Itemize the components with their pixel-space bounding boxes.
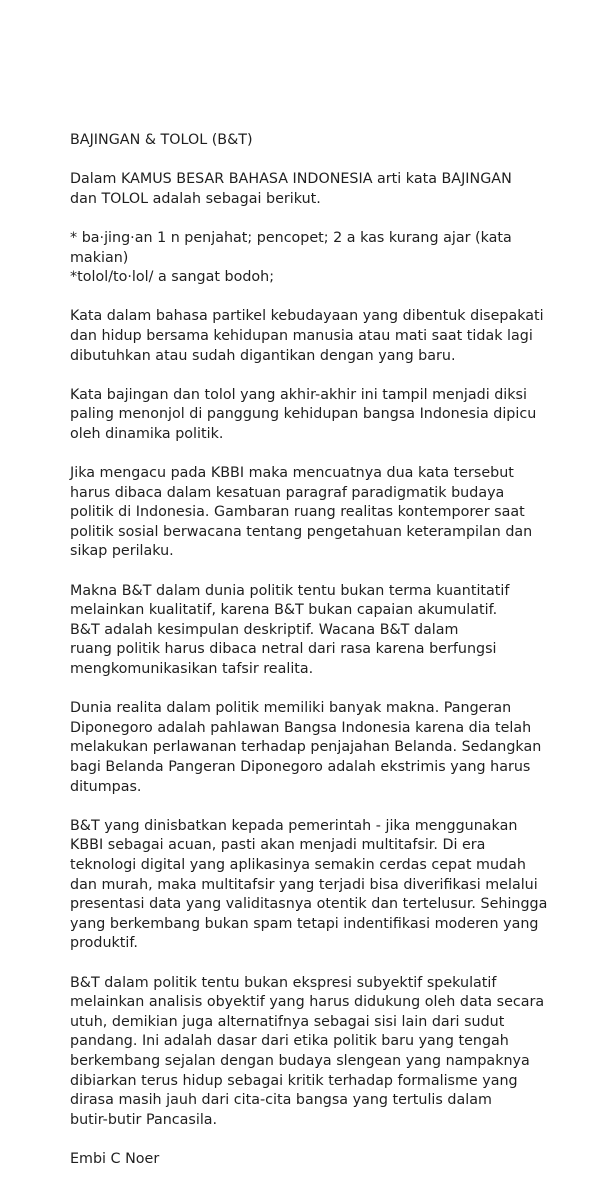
text-line: pandang. Ini adalah dasar dari etika politik baru yang tengah (70, 1033, 509, 1050)
text-line: butir-butir Pancasila. (70, 1111, 218, 1128)
text-line: Kata dalam bahasa partikel kebudayaan yang dibentuk disepakati (70, 308, 544, 325)
text-line: makian) (70, 249, 129, 266)
signature-block (70, 1150, 590, 1170)
text-line: yang berkembang bukan spam tetapi indentifikasi moderen yang (70, 915, 539, 932)
text-line: ruang politik harus dibaca netral dari rasa karena berfungsi (70, 641, 497, 658)
paragraph (70, 386, 590, 445)
text-line: Dunia realita dalam politik memiliki banyak makna. Pangeran (70, 700, 512, 717)
text-line: *tolol/to·lol/ a sangat bodoh; (70, 269, 275, 286)
text-line: teknologi digital yang aplikasinya semakin cerdas cepat mudah (70, 856, 526, 873)
text-line: Makna B&T dalam dunia politik tentu bukan terma kuantitatif (70, 582, 510, 599)
text-line: berkembang sejalan dengan budaya slengean yang nampaknya (70, 1052, 530, 1069)
text-line: bagi Belanda Pangeran Diponegoro adalah ekstrimis yang harus (70, 759, 531, 775)
text-line: melainkan kualitatif, karena B&T bukan capaian akumulatif. (70, 602, 498, 619)
paragraphs (70, 170, 590, 1130)
paragraph (70, 817, 590, 954)
paragraph (70, 464, 590, 562)
text-line: dan hidup bersama kehidupan manusia atau mati saat tidak lagi (70, 327, 533, 344)
text-line: Dalam KAMUS BESAR BAHASA INDONESIA arti kata BAJINGAN (70, 171, 512, 188)
text-line: mengkomunikasikan tafsir realita. (70, 661, 314, 678)
text-line: dirasa masih jauh dari cita-cita bangsa yang tertulis dalam (70, 1092, 492, 1109)
text-line: dan TOLOL adalah sebagai berikut. (70, 190, 321, 207)
text-line: ditumpas. (70, 778, 142, 795)
text-line: paling menonjol di panggung kehidupan bangsa Indonesia dipicu (70, 406, 537, 423)
text-line: harus dibaca dalam kesatuan paragraf paradigmatik budaya (70, 484, 505, 501)
text-line: produktif. (70, 935, 138, 952)
paragraph (70, 974, 590, 1131)
document-body (70, 131, 590, 1189)
text-line: melakukan perlawanan terhadap penjajahan Belanda. Sedangkan (70, 739, 542, 756)
signature: Embi C Noer (70, 1150, 160, 1167)
text-line: KBBI sebagai acuan, pasti akan menjadi multitafsir. Di era (70, 837, 486, 854)
text-line: politik di Indonesia. Gambaran ruang realitas kontemporer saat (70, 504, 525, 521)
text-line: B&T adalah kesimpulan deskriptif. Wacana B&T dalam (70, 621, 459, 638)
text-line: B&T dalam politik tentu bukan ekspresi subyektif spekulatif (70, 974, 497, 991)
text-line: * ba·jing·an 1 n penjahat; pencopet; 2 a kas kurang ajar (kata (70, 229, 512, 246)
document-title-block (70, 131, 590, 151)
paragraph (70, 307, 590, 366)
text-line: Kata bajingan dan tolol yang akhir-akhir ini tampil menjadi diksi (70, 386, 527, 403)
paragraph (70, 699, 590, 797)
paragraph (70, 582, 590, 680)
text-line: dibiarkan terus hidup sebagai kritik terhadap formalisme yang (70, 1072, 518, 1089)
text-line: Diponegoro adalah pahlawan Bangsa Indonesia karena dia telah (70, 719, 532, 736)
paragraph (70, 229, 590, 288)
text-line: Jika mengacu pada KBBI maka mencuatnya dua kata tersebut (70, 465, 514, 482)
text-line: politik sosial berwacana tentang pengetahuan keterampilan dan (70, 523, 533, 540)
text-line: dan murah, maka multitafsir yang terjadi bisa diverifikasi melalui (70, 876, 538, 893)
text-line: utuh, demikian juga alternatifnya sebagai sisi lain dari sudut (70, 1013, 505, 1030)
text-line: sikap perilaku. (70, 543, 174, 560)
text-line: melainkan analisis obyektif yang harus didukung oleh data secara (70, 994, 545, 1011)
text-line: oleh dinamika politik. (70, 425, 224, 442)
paragraph (70, 170, 590, 209)
document-title: BAJINGAN & TOLOL (B&T) (70, 132, 253, 148)
text-line: dibutuhkan atau sudah digantikan dengan yang baru. (70, 347, 456, 364)
text-line: B&T yang dinisbatkan kepada pemerintah - jika menggunakan (70, 817, 518, 834)
text-line: presentasi data yang validitasnya otentik dan tertelusur. Sehingga (70, 896, 548, 913)
